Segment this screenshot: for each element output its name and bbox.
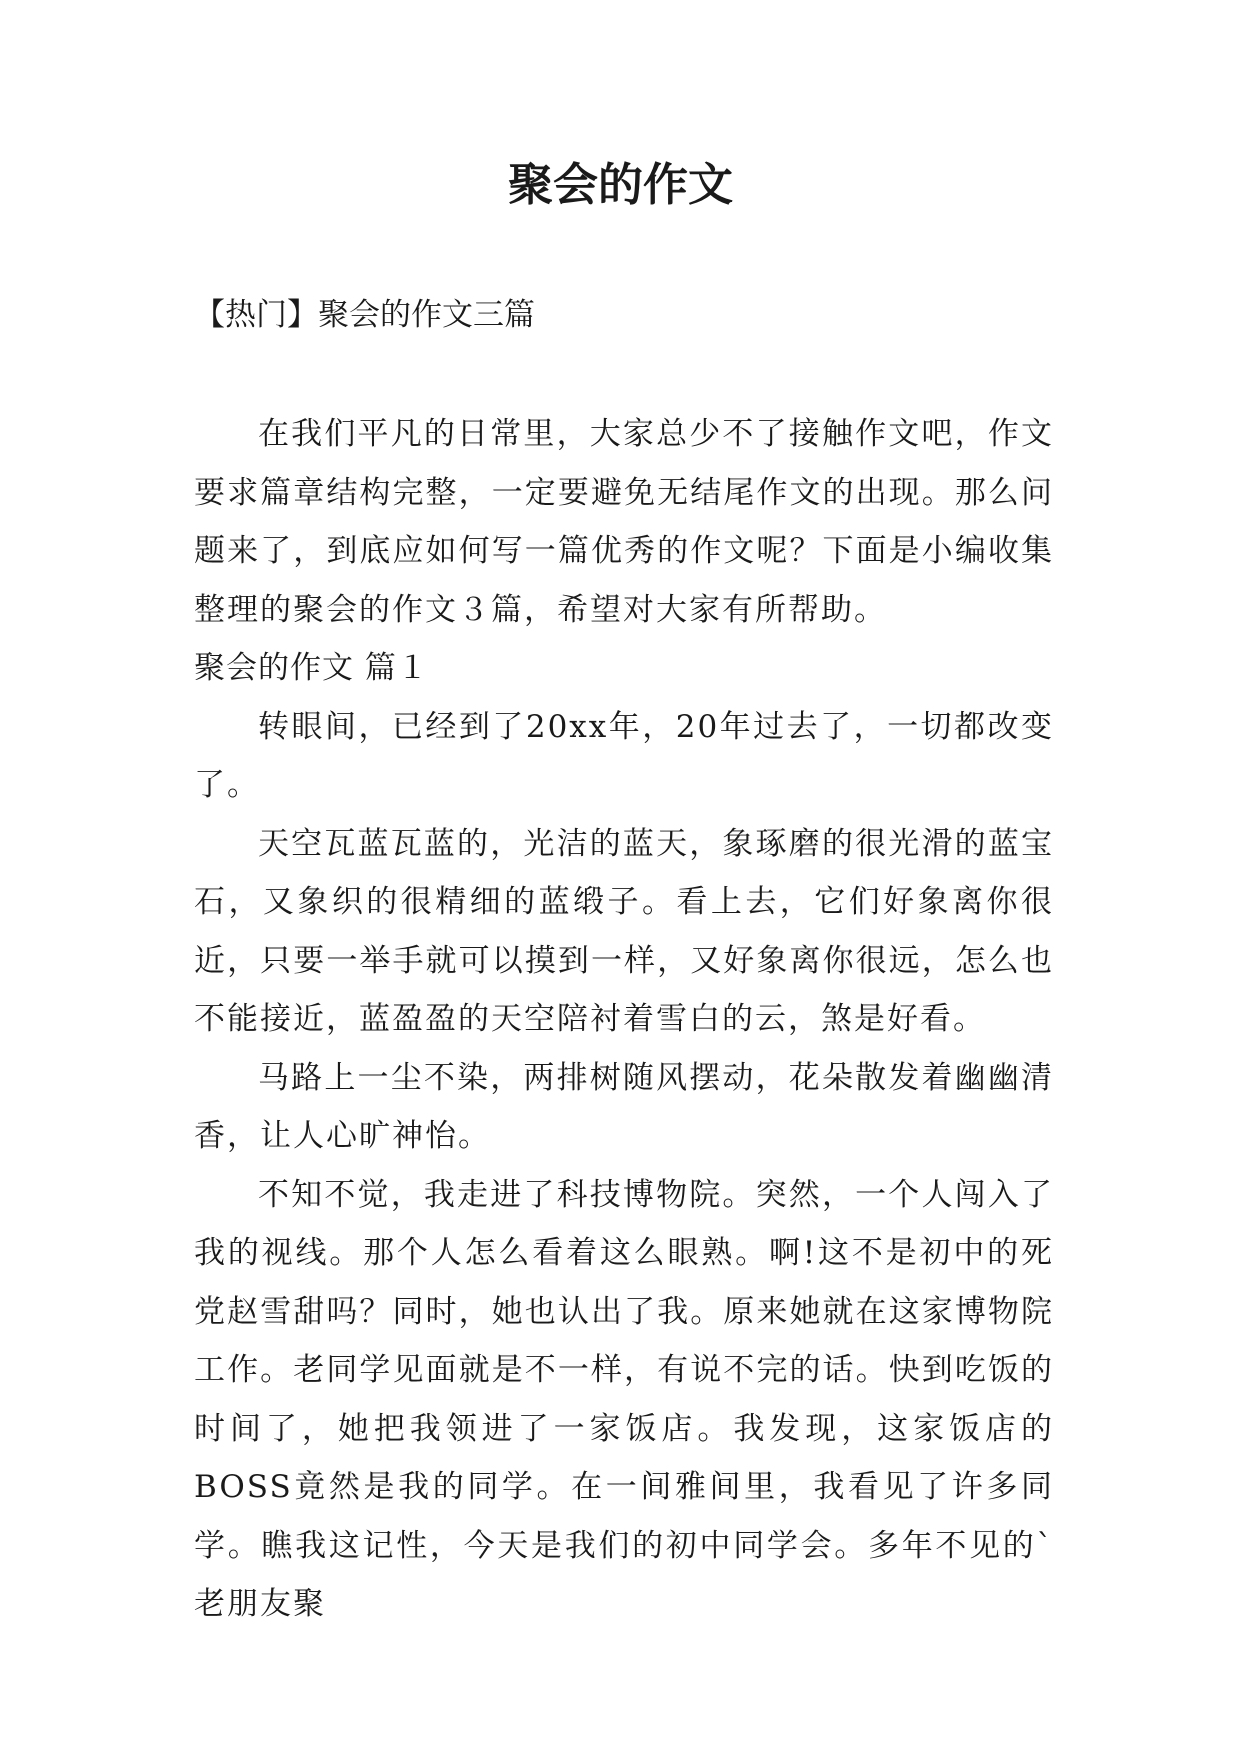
document-subtitle: 【热门】聚会的作文三篇 <box>194 297 535 333</box>
section-heading: 聚会的作文 篇１ <box>194 650 429 686</box>
body-paragraph: 马路上一尘不染，两排树随风摆动，花朵散发着幽幽清香，让人心旷神怡。 <box>194 1059 1054 1154</box>
document-title: 聚会的作文 <box>507 158 733 211</box>
body-paragraph: 转眼间，已经到了20xx年，20年过去了，一切都改变了。 <box>194 708 1054 803</box>
body-paragraph: 天空瓦蓝瓦蓝的，光洁的蓝天，象琢磨的很光滑的蓝宝石，又象织的很精细的蓝缎子。看上去，它们好象离你很近，只要一举手就可以摸到一样，又好象离你很远，怎么也不能接近，蓝盈盈的天空陪衬着雪白的云，煞是好看。 <box>194 825 1054 1037</box>
document-body <box>194 405 1054 1634</box>
intro-paragraph: 在我们平凡的日常里，大家总少不了接触作文吧，作文要求篇章结构完整，一定要避免无结尾作文的出现。那么问题来了，到底应如何写一篇优秀的作文呢？下面是小编收集整理的聚会的作文３篇，希望对大家有所帮助。 <box>194 416 1054 628</box>
body-paragraph: 不知不觉，我走进了科技博物院。突然，一个人闯入了我的视线。那个人怎么看着这么眼熟。啊!这不是初中的死党赵雪甜吗？同时，她也认出了我。原来她就在这家博物院工作。老同学见面就是不一样，有说不完的话。快到吃饭的时间了，她把我领进了一家饭店。我发现，这家饭店的BOSS竟然是我的同学。在一间雅间里，我看见了许多同学。瞧我这记性，今天是我们的初中同学会。多年不见的`老朋友聚 <box>194 1176 1054 1622</box>
